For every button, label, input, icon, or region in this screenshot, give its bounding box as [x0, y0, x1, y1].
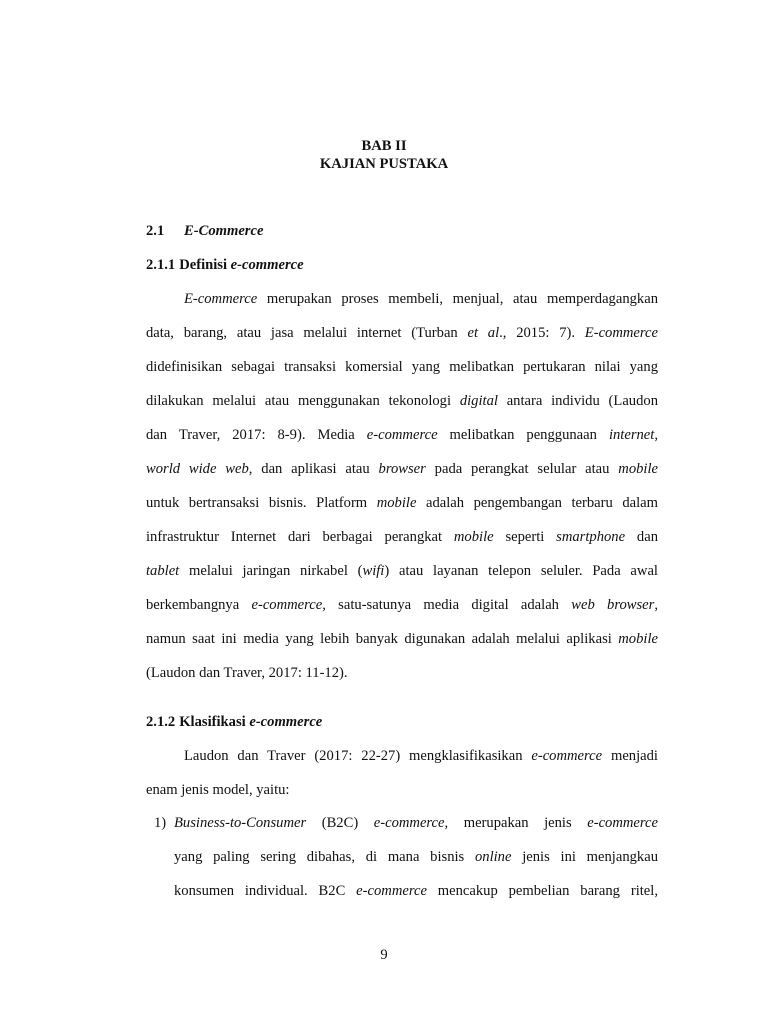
- text-line: [146, 664, 658, 682]
- section-title: E-Commerce: [184, 223, 264, 239]
- section-heading-2-1: [146, 222, 263, 240]
- chapter-title: KAJIAN PUSTAKA: [319, 156, 449, 172]
- text-run: ) atau layanan telepon seluler. Pada awal: [384, 563, 658, 579]
- italic-run: browser: [378, 461, 426, 477]
- text-line: [146, 392, 658, 410]
- text-run: ,: [654, 597, 658, 613]
- section-title-italic: e-commerce: [230, 257, 304, 273]
- text-run: melibatkan penggunaan: [437, 427, 609, 443]
- text-run: untuk bertransaksi bisnis. Platform: [146, 495, 377, 511]
- section-title-plain: Klasifikasi: [179, 714, 250, 730]
- text-line: [146, 630, 658, 648]
- italic-run: mobile: [376, 495, 417, 511]
- text-run: antara individu (Laudon: [497, 393, 658, 409]
- text-run: Laudon dan Traver (2017: 22-27) mengklasifikasikan: [184, 748, 532, 764]
- text-line: [146, 528, 658, 546]
- text-line: [146, 358, 658, 376]
- text-run: enam jenis model, yaitu:: [146, 782, 290, 798]
- text-line: [174, 882, 658, 900]
- text-run: yang paling sering dibahas, di mana bisnis: [174, 849, 475, 865]
- text-run: infrastruktur Internet dari berbagai perangkat: [146, 529, 454, 545]
- text-run: seperti: [493, 529, 557, 545]
- italic-run: digital: [459, 393, 498, 409]
- text-run: menjadi: [602, 748, 658, 764]
- italic-run: e-commerce: [373, 815, 445, 831]
- text-run: berkembangnya: [146, 597, 252, 613]
- text-line: [146, 596, 658, 614]
- section-title-plain: Definisi: [179, 257, 231, 273]
- italic-run: e-commerce: [531, 748, 603, 764]
- italic-run: e-commerce: [587, 815, 658, 831]
- section-title-italic: e-commerce: [249, 714, 323, 730]
- text-run: dilakukan melalui atau menggunakan tekonologi: [146, 393, 460, 409]
- italic-run: e-commerce: [356, 883, 427, 899]
- italic-run: e-commerce: [366, 427, 438, 443]
- text-line: [174, 814, 658, 832]
- text-run: pada perangkat selular atau: [425, 461, 619, 477]
- text-line: [146, 781, 658, 799]
- text-run: (Laudon dan Traver, 2017: 11-12).: [146, 665, 348, 681]
- text-line: [184, 290, 658, 308]
- chapter-label: BAB II: [361, 138, 407, 154]
- italic-run: et al: [467, 325, 500, 341]
- italic-run: E-commerce: [184, 291, 258, 307]
- section-heading-2-1-2: [146, 713, 322, 731]
- text-run: , merupakan jenis: [444, 815, 588, 831]
- text-run: ,: [654, 427, 658, 443]
- list-marker: 1): [154, 815, 167, 831]
- italic-run: wifi: [362, 563, 385, 579]
- text-run: data, barang, atau jasa melalui internet (Turban: [146, 325, 468, 341]
- text-run: dan: [625, 529, 658, 545]
- section-number: 2.1.2: [146, 714, 176, 730]
- italic-run: smartphone: [556, 529, 626, 545]
- section-heading-2-1-1: [146, 256, 304, 274]
- page-number: 9: [380, 947, 388, 963]
- text-line: [146, 426, 658, 444]
- italic-run: tablet: [146, 563, 180, 579]
- italic-run: web browser: [571, 597, 655, 613]
- text-run: jenis ini menjangkau: [511, 849, 658, 865]
- text-run: , dan aplikasi atau: [248, 461, 379, 477]
- text-run: konsumen individual. B2C: [174, 883, 357, 899]
- italic-run: Business-to-Consumer: [174, 815, 307, 831]
- italic-run: online: [474, 849, 512, 865]
- text-line: [174, 848, 658, 866]
- text-line: [146, 494, 658, 512]
- text-run: didefinisikan sebagai transaksi komersial yang melibatkan pertukaran nilai yang: [146, 359, 658, 375]
- text-line: [146, 562, 658, 580]
- text-run: mencakup pembelian barang ritel,: [426, 883, 658, 899]
- text-run: melalui jaringan nirkabel (: [179, 563, 363, 579]
- text-run: (B2C): [306, 815, 374, 831]
- text-line: [146, 460, 658, 478]
- section-number: 2.1.1: [146, 257, 176, 273]
- italic-run: mobile: [453, 529, 494, 545]
- italic-run: world wide web: [146, 461, 249, 477]
- italic-run: E-commerce: [584, 325, 658, 341]
- italic-run: mobile: [618, 461, 659, 477]
- text-run: adalah pengembangan terbaru dalam: [416, 495, 658, 511]
- text-run: ., 2015: 7).: [499, 325, 585, 341]
- section-number: 2.1: [146, 223, 165, 239]
- text-run: merupakan proses membeli, menjual, atau memperdagangkan: [257, 291, 658, 307]
- text-run: satu-satunya media digital adalah: [325, 597, 572, 613]
- italic-run: e-commerce,: [251, 597, 326, 613]
- italic-run: mobile: [618, 631, 658, 647]
- text-run: dan Traver, 2017: 8-9). Media: [146, 427, 367, 443]
- text-line: [146, 324, 658, 342]
- italic-run: internet: [608, 427, 655, 443]
- text-line: [184, 747, 658, 765]
- text-run: namun saat ini media yang lebih banyak digunakan adalah melalui aplikasi: [146, 631, 619, 647]
